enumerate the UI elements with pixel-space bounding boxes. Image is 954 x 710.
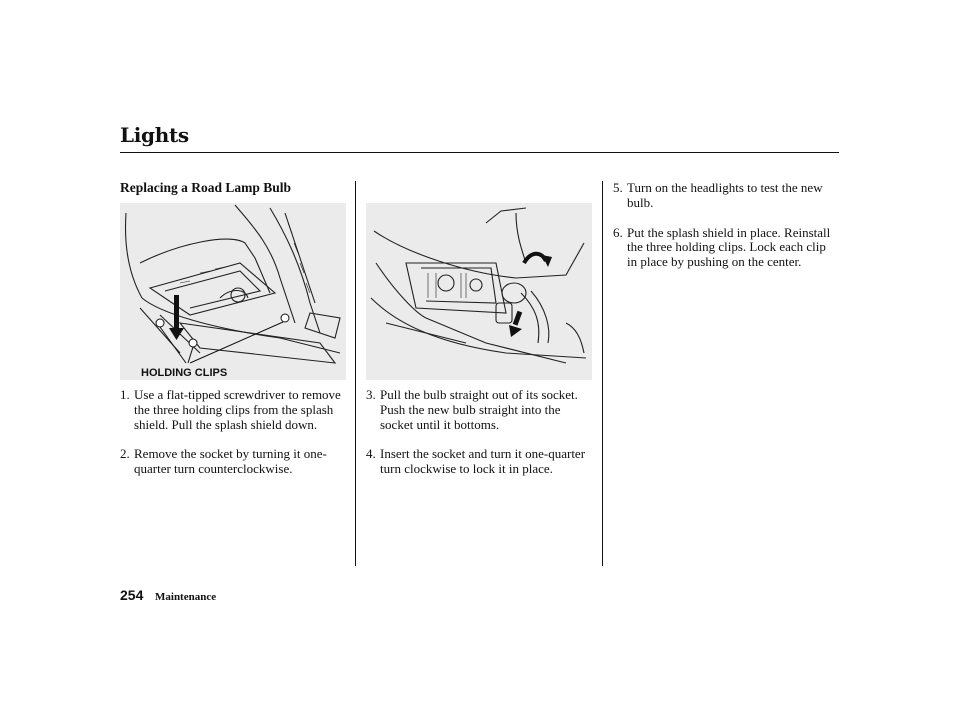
- step-text-continued: Push the new bulb straight into the socket until it bottoms.: [380, 401, 561, 432]
- step-1: [120, 388, 350, 432]
- step-number: 3.: [366, 387, 376, 402]
- rotate-arrow-head-icon: [542, 255, 552, 267]
- footer-section-name: Maintenance: [155, 591, 217, 603]
- column-2-steps: [366, 388, 594, 477]
- page-title: Lights: [120, 123, 189, 147]
- step-text: Use a flat-tipped screwdriver to remove the three holding clips from the splash shield. Pull the splash shield down.: [134, 387, 341, 432]
- column-divider-2: [602, 181, 603, 566]
- rotate-arrow-icon: [524, 254, 546, 263]
- down-arrow-icon: [509, 311, 522, 337]
- step-text: Put the splash shield in place. Reinstall the three holding clips. Lock each clip in place by pushing on the center.: [627, 224, 831, 270]
- figure-socket: [366, 203, 592, 380]
- figure-holding-clips: [120, 203, 346, 380]
- step-5: [613, 181, 839, 211]
- step-6: [613, 226, 839, 270]
- step-number: 4.: [366, 446, 376, 462]
- title-rule: [120, 152, 839, 153]
- step-2: [120, 447, 350, 477]
- column-divider-1: [355, 181, 356, 566]
- section-heading: Replacing a Road Lamp Bulb: [120, 180, 292, 195]
- step-text: Insert the socket and turn it one-quarter turn clockwise to lock it in place.: [380, 446, 586, 477]
- step-number: 6.: [613, 224, 623, 240]
- headlight-socket-illustration: [366, 203, 592, 380]
- step-3: [366, 388, 594, 432]
- figure-caption: HOLDING CLIPS: [141, 367, 228, 379]
- bumper-underside-illustration: [120, 203, 346, 380]
- column-1-steps: [120, 388, 350, 477]
- step-number: 2.: [120, 446, 130, 462]
- step-number: 5.: [613, 180, 623, 195]
- step-number: 1.: [120, 387, 130, 402]
- step-text: Turn on the headlights to test the new bulb.: [627, 180, 823, 210]
- column-3-steps: [613, 181, 839, 270]
- step-4: [366, 447, 594, 477]
- page-number: 254: [120, 587, 144, 603]
- step-text: Pull the bulb straight out of its socket.: [380, 387, 578, 402]
- step-text: Remove the socket by turning it one-quarter turn counterclockwise.: [134, 446, 327, 477]
